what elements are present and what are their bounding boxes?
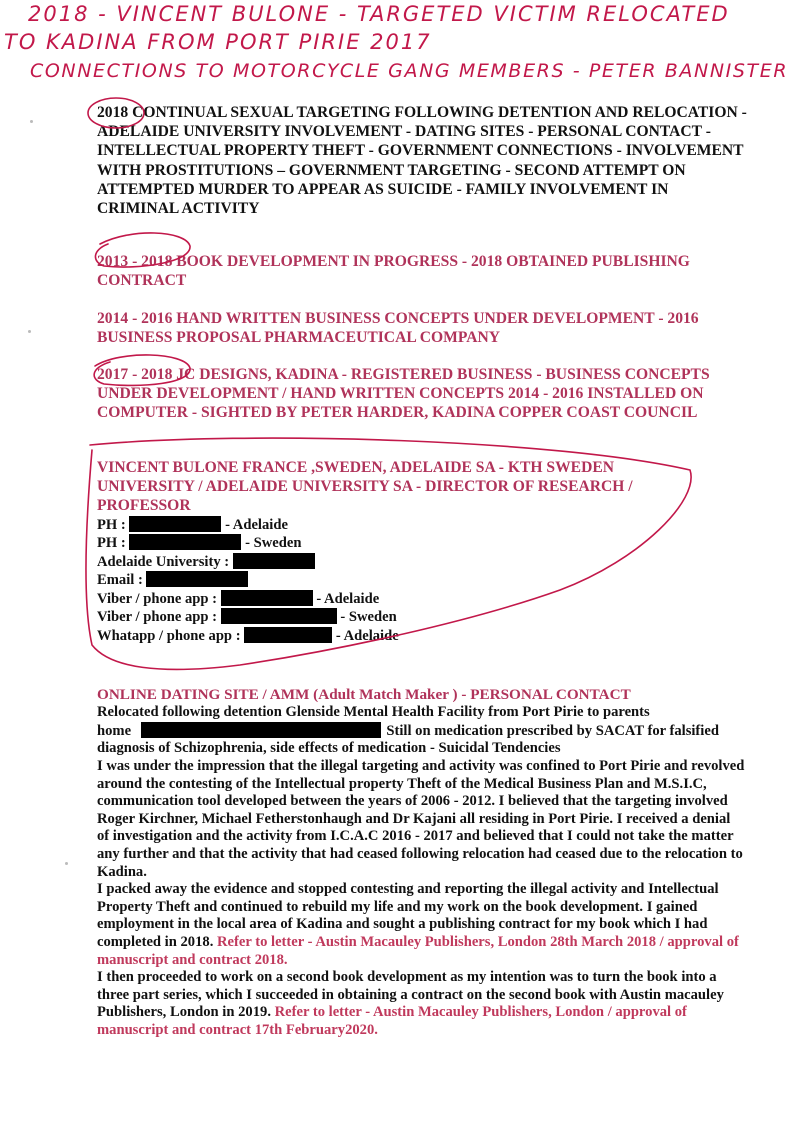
handwritten-note-line-3: CONNECTIONS TO MOTORCYCLE GANG MEMBERS - PETER BANNISTER	[30, 60, 789, 82]
redaction-box	[233, 553, 315, 569]
contact-line: Viber / phone app : - Adelaide	[97, 590, 380, 607]
scan-speck	[30, 120, 33, 123]
section-2018-targeting: 2018 CONTINUAL SEXUAL TARGETING FOLLOWING DETENTION AND RELOCATION - ADELAIDE UNIVERSITY INVOLVEMENT - DATING SITES - PERSONAL CONTACT - INTELLECTUAL PROPERTY THEFT - GOVERNMENT CONNECTIONS - INVOLVEMENT WITH PROSTITUTIONS – GOVERNMENT TARGETING - SECOND ATTEMPT ON ATTEMPTED MURDER TO APPEAR AS SUICIDE - FAMILY INVOLVEMENT IN CRIMINAL ACTIVITY	[97, 104, 747, 218]
contact-line: Viber / phone app : - Sweden	[97, 609, 397, 626]
dating-section	[97, 685, 745, 1039]
redaction-box	[129, 534, 241, 550]
dating-paragraph-3: I packed away the evidence and stopped contesting and reporting the illegal activity and Intellectual Property Theft and continued to rebuild my life and my work on the book development. I gained employment in the local area of Kadina and sought a publishing contract for my book which I had completed in 2018. Refer to letter - Austin Macauley Publishers, London 28th March 2018 / approval of manuscript and contract 2018.	[97, 881, 739, 968]
redaction-box	[221, 590, 313, 606]
dating-paragraph-1: Relocated following detention Glenside Mental Health Facility from Port Pirie to parents home Still on medication prescribed by SACAT for falsified diagnosis of Schizophrenia, side effects of medication - Suicidal Tendencies	[97, 704, 719, 757]
contact-line: PH : - Adelaide	[97, 516, 288, 533]
handwritten-note-line-2: TO KADINA FROM PORT PIRIE 2017	[4, 30, 432, 54]
scan-speck	[28, 330, 31, 333]
redaction-box	[141, 722, 381, 738]
contact-block	[97, 458, 707, 645]
redaction-box	[244, 627, 332, 643]
dating-paragraph-4: I then proceeded to work on a second book development as my intention was to turn the book into a three part series, which I succeeded in obtaining a contract on the second book with Austin macauley Publishers, London in 2019. Refer to letter - Austin Macauley Publishers, London / approval of manuscript and contract 17th February2020.	[97, 969, 724, 1038]
handwritten-note-line-1: 2018 - VINCENT BULONE - TARGETED VICTIM RELOCATED	[28, 2, 730, 26]
section-business-concepts: 2014 - 2016 HAND WRITTEN BUSINESS CONCEPTS UNDER DEVELOPMENT - 2016 BUSINESS PROPOSAL PHARMACEUTICAL COMPANY	[97, 310, 699, 347]
dating-paragraph-2: I was under the impression that the illegal targeting and activity was confined to Port Pirie and revolved around the contesting of the Intellectual property Theft of the Medical Business Plan and M.S.I.C, communication tool developed between the years of 2006 - 2012. I believed that the targeting involved Roger Kirchner, Michael Fetherstonhaugh and Dr Kajani all residing in Port Pirie. I received a denial of investigation and the activity from I.C.A.C 2016 - 2017 and believed that I could not take the matter any further and that the activity that had ceased following relocation had ceased due to the relocation to Kadina.	[97, 757, 745, 880]
section-jc-designs: 2017 - 2018 JC DESIGNS, KADINA - REGISTERED BUSINESS - BUSINESS CONCEPTS UNDER DEVELOPMENT / HAND WRITTEN CONCEPTS 2014 - 2016 INSTALLED ON COMPUTER - SIGHTED BY PETER HARDER, KADINA COPPER COAST COUNCIL	[97, 366, 710, 422]
contact-line: Whatapp / phone app : - Adelaide	[97, 627, 399, 644]
reference-letter-1: Refer to letter - Austin Macauley Publishers, London 28th March 2018 / approval of manuscript and contract 2018.	[97, 933, 739, 968]
contact-line: Email :	[97, 571, 707, 590]
redaction-box	[221, 608, 337, 624]
section-book-development: 2013 - 2018 BOOK DEVELOPMENT IN PROGRESS - 2018 OBTAINED PUBLISHING CONTRACT	[97, 253, 690, 290]
scan-speck	[65, 862, 68, 865]
contact-line: PH : - Sweden	[97, 535, 302, 552]
redaction-box	[146, 571, 248, 587]
contact-heading: VINCENT BULONE FRANCE ,SWEDEN, ADELAIDE SA - KTH SWEDEN UNIVERSITY / ADELAIDE UNIVERSITY SA - DIRECTOR OF RESEARCH / PROFESSOR	[97, 459, 633, 515]
reference-letter-2: Refer to letter - Austin Macauley Publishers, London / approval of manuscript and contract 17th February2020.	[97, 1004, 687, 1038]
redaction-box	[129, 516, 221, 532]
contact-line: Adelaide University :	[97, 553, 707, 572]
dating-heading: ONLINE DATING SITE / AMM (Adult Match Maker ) - PERSONAL CONTACT	[97, 686, 631, 703]
